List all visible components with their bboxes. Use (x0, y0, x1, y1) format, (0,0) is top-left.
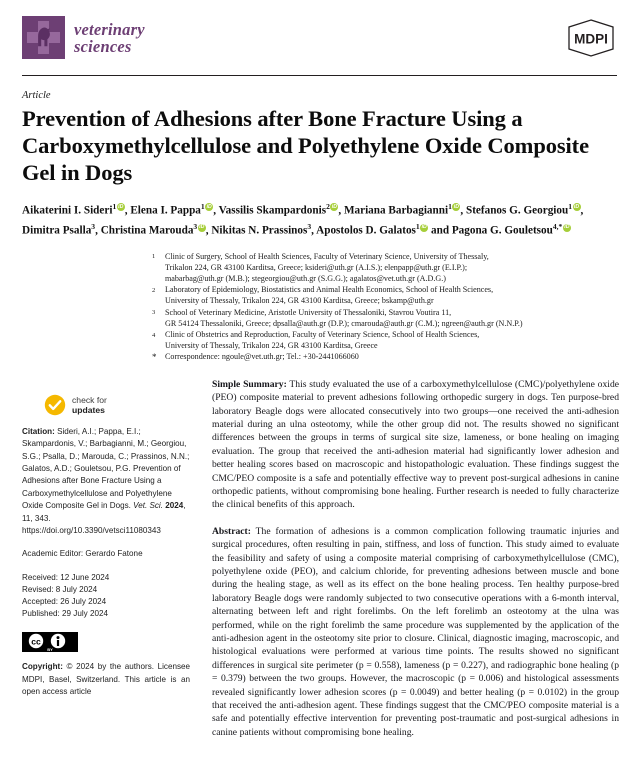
correspondence-marker: * (152, 352, 157, 363)
check-for-updates-badge[interactable] (44, 394, 190, 416)
affiliation-marker: 1 (152, 253, 156, 261)
author-name: and Pagona G. Gouletsou (431, 225, 553, 238)
simple-summary-text: This study evaluated the use of a carboxymethylcellulose (CMC)/polyethylene oxide (PEO) composite material to prevent adhesions following orthopedic surgery in dogs. Ten purpose-bred laboratory Beagle dogs were allocated consecutively into two groups—one received the anti-adhesion material during an ulna osteotomy, while the other group did not. The results showed no significant differences between the groups in terms of surgical site size, lameness, or bone healing on imaging evaluation. The group that received the anti-adhesion material had significantly lower adhesion and better healing scores based on macroscopic and histopathologic evaluation. These findings suggest the CMC/PEO composite is a safe and potentially effective way to prevent post-surgical adhesions in canine orthopedic patients, without compromising bone healing. Further research is needed to fully characterize the clinical benefits of this approach. (212, 378, 620, 511)
orcid-icon[interactable] (573, 203, 581, 211)
author-name: Aikaterini I. Sideri (22, 204, 113, 217)
citation-doi-link[interactable]: https://doi.org/10.3390/vetsci11080343 (22, 525, 161, 535)
author-name: Stefanos G. Georgiou (465, 204, 569, 217)
date-published: Published: 29 July 2024 (22, 609, 108, 619)
author-name: Dimitra Psalla (22, 225, 92, 238)
publication-dates (22, 572, 190, 620)
journal-title-line2: sciences (74, 36, 132, 56)
affiliation-line: Correspondence: ngoule@vet.uth.gr; Tel.: +30-2441066060 (165, 352, 359, 362)
author-name: Christina Marouda (100, 225, 194, 238)
orcid-icon[interactable] (563, 224, 571, 232)
sidebar (22, 378, 190, 699)
affiliation-line: mabarbag@uth.gr (M.B.); stegeorgiou@uth.gr (S.G.G.); agalatos@vet.uth.gr (A.D.G.) (165, 274, 446, 284)
affiliation-text (165, 251, 617, 285)
author-name: Nikitas N. Prassinos (211, 225, 308, 238)
abstract-label: Abstract: (212, 525, 251, 537)
affiliation-line: University of Thessaly, Trikalon 224, GR 43100 Karditsa, Greece (165, 341, 378, 351)
check-circle-icon (44, 394, 66, 416)
check-updates-line2: updates (72, 404, 105, 415)
journal-title-line1: veterinary (74, 19, 145, 39)
affiliation-marker: 2 (152, 286, 156, 294)
copyright-label: Copyright: (22, 662, 63, 672)
affiliation-line: GR 54124 Thessaloniki, Greece; dpsalla@auth.gr (D.P.); cmarouda@auth.gr (C.M.); ngreen@auth.gr (N.N.P.) (165, 318, 523, 328)
page-header (22, 14, 617, 76)
orcid-icon[interactable] (117, 203, 125, 211)
simple-summary-paragraph (212, 378, 619, 512)
affiliation-line: School of Veterinary Medicine, Aristotle University of Thessaloniki, Stavrou Voutira 11, (165, 307, 452, 317)
date-received: Received: 12 June 2024 (22, 572, 110, 582)
orcid-icon[interactable] (452, 203, 460, 211)
academic-editor: Academic Editor: Gerardo Fatone (22, 549, 143, 559)
copyright-block (22, 661, 190, 698)
author-name: Apostolos D. Galatos (316, 225, 416, 238)
orcid-icon[interactable] (420, 224, 428, 232)
citation-text: Sideri, A.I.; Pappa, E.I.; Skampardonis, V.; Barbagianni, M.; Georgiou, S.G.; Psalla, D.; Marouda, C.; Prassinos, N.N.; Galatos, A.D.; Gouletsou, P.G. Prevention of Adhesions after Bone Fracture Using a Carboxymethylcellulose and Polyethylene Oxide Composite Gel in Dogs. (22, 426, 190, 511)
affiliation-text (165, 307, 617, 329)
check-for-updates-label (72, 395, 107, 415)
author-name: Elena I. Pappa (130, 204, 201, 217)
affiliation-line: Laboratory of Epidemiology, Biostatistics and Animal Health Economics, School of Health Sciences, (165, 285, 494, 295)
check-updates-line1: check for (72, 394, 107, 405)
citation-block (22, 426, 190, 538)
correspondence-text (165, 351, 617, 363)
affiliation-line: Clinic of Surgery, School of Health Sciences, Faculty of Veterinary Science, University of Thessaly, (165, 251, 489, 261)
date-accepted: Accepted: 26 July 2024 (22, 596, 107, 606)
simple-summary-label: Simple Summary: (212, 378, 287, 390)
affiliation-list (152, 251, 617, 364)
citation-label: Citation: (22, 426, 55, 436)
copyright-text: © 2024 by the authors. Licensee MDPI, Basel, Switzerland. This article is an open access article (22, 662, 190, 696)
dog-cross-icon (22, 16, 65, 59)
orcid-icon[interactable] (205, 203, 213, 211)
citation-journal: Vet. Sci. (133, 501, 163, 511)
journal-title (74, 21, 145, 55)
abstract-text: The formation of adhesions is a common complication following traumatic injuries and surgical procedures, often resulting in pain, stiffness, and loss of function. This study aimed to evaluate the feasibility and safety of using a composite material comprising of carboxymethylcellulose (CMC), polyethylene oxide (PEO), and calcium chloride, for preventing adhesions between muscle and bone during the healing stage, as well as its effect on the bone healing process. Ten healthy purpose-bred laboratory Beagle dogs were randomly subjected to two consecutive operations with a 6-month interval, alternating between left and right forelimbs. On the left forelimb an osteotomy at the ulna was performed, while on the right forelimb the same procedure was supplemented by the application of the anti-adhesion agent in the osteotomy site prior to closure. Clinical, diagnostic imaging, macroscopic, and histological evaluations were performed at various time points. The results showed no significant differences in surgical site perimeter (p = 0.558), lameness (p = 0.227), and radiographic bone healing (p = 0.379) between the two groups. However, the macroscopic (p = 0.006) and histological assessments revealed significantly lower adhesion scores (p = 0.0049) and better healing (p = 0.0102) in the group that received the anti-adhesion agent. These findings suggest that the CMC/PEO composite material is a safe and potentially effective intervention for preventing post-traumatic and post-surgical adhesions in canine patients without compromising bone healing. (212, 525, 619, 738)
author-name: Mariana Barbagianni (343, 204, 449, 217)
svg-text:cc: cc (31, 636, 41, 647)
citation-volume-page: , 11, 343. (22, 501, 186, 523)
article-type-label: Article (22, 90, 51, 101)
affiliation-marker: 4 (152, 331, 156, 339)
affiliation-line: Trikalon 224, GR 43100 Karditsa, Greece; ksideri@uth.gr (A.I.S.); elenpapp@uth.gr (E.I.P.); (165, 262, 468, 272)
date-revised: Revised: 8 July 2024 (22, 584, 98, 594)
affiliation-item (152, 251, 617, 285)
affiliation-item-correspondence (152, 351, 617, 363)
author-name: Vassilis Skampardonis (218, 204, 327, 217)
affiliation-item (152, 284, 617, 306)
page-title: Prevention of Adhesions after Bone Fracture Using a Carboxymethylcellulose and Polyethylene Oxide Composite Gel in Dogs (22, 106, 589, 185)
svg-text:BY: BY (47, 647, 53, 653)
affiliation-text (165, 329, 617, 351)
affiliation-item (152, 307, 617, 329)
header-divider (22, 75, 617, 76)
mdpi-logo (565, 18, 617, 58)
journal-logo (22, 16, 145, 59)
orcid-icon[interactable] (198, 224, 206, 232)
affiliation-line: University of Thessaly, Trikalon 224, GR 43100 Karditsa, Greece; bskamp@uth.gr (165, 296, 434, 306)
mdpi-logo-text: MDPI (574, 31, 608, 47)
main-content (212, 378, 619, 740)
body-area (0, 378, 635, 740)
author-list: Aikaterini I. Sideri$^1$ iD , Elena I. Pappa$^1$ iD , Vassilis Skampardonis$^2$ iD , Mariana Barbagianni$^1$ iD , Stefanos G. Georgiou$^1$ iD , Dimitra Psalla$^3$, Christina Marouda$^3$ iD , Nikitas N. Prassinos$^3$, Apostolos D. Galatos$^1$ iD and Pagona G. Gouletsou$^{4,*}$iD (22, 199, 617, 240)
orcid-icon[interactable] (330, 203, 338, 211)
affiliation-line: Clinic of Obstetrics and Reproduction, Faculty of Veterinary Science, School of Health Sciences, (165, 330, 480, 340)
paper-page (0, 14, 635, 773)
affiliation-item (152, 329, 617, 351)
affiliation-text (165, 284, 617, 306)
abstract-paragraph (212, 525, 619, 740)
citation-year: 2024 (165, 501, 184, 511)
creative-commons-by-icon[interactable] (22, 632, 78, 652)
affiliation-marker: 3 (152, 309, 156, 317)
